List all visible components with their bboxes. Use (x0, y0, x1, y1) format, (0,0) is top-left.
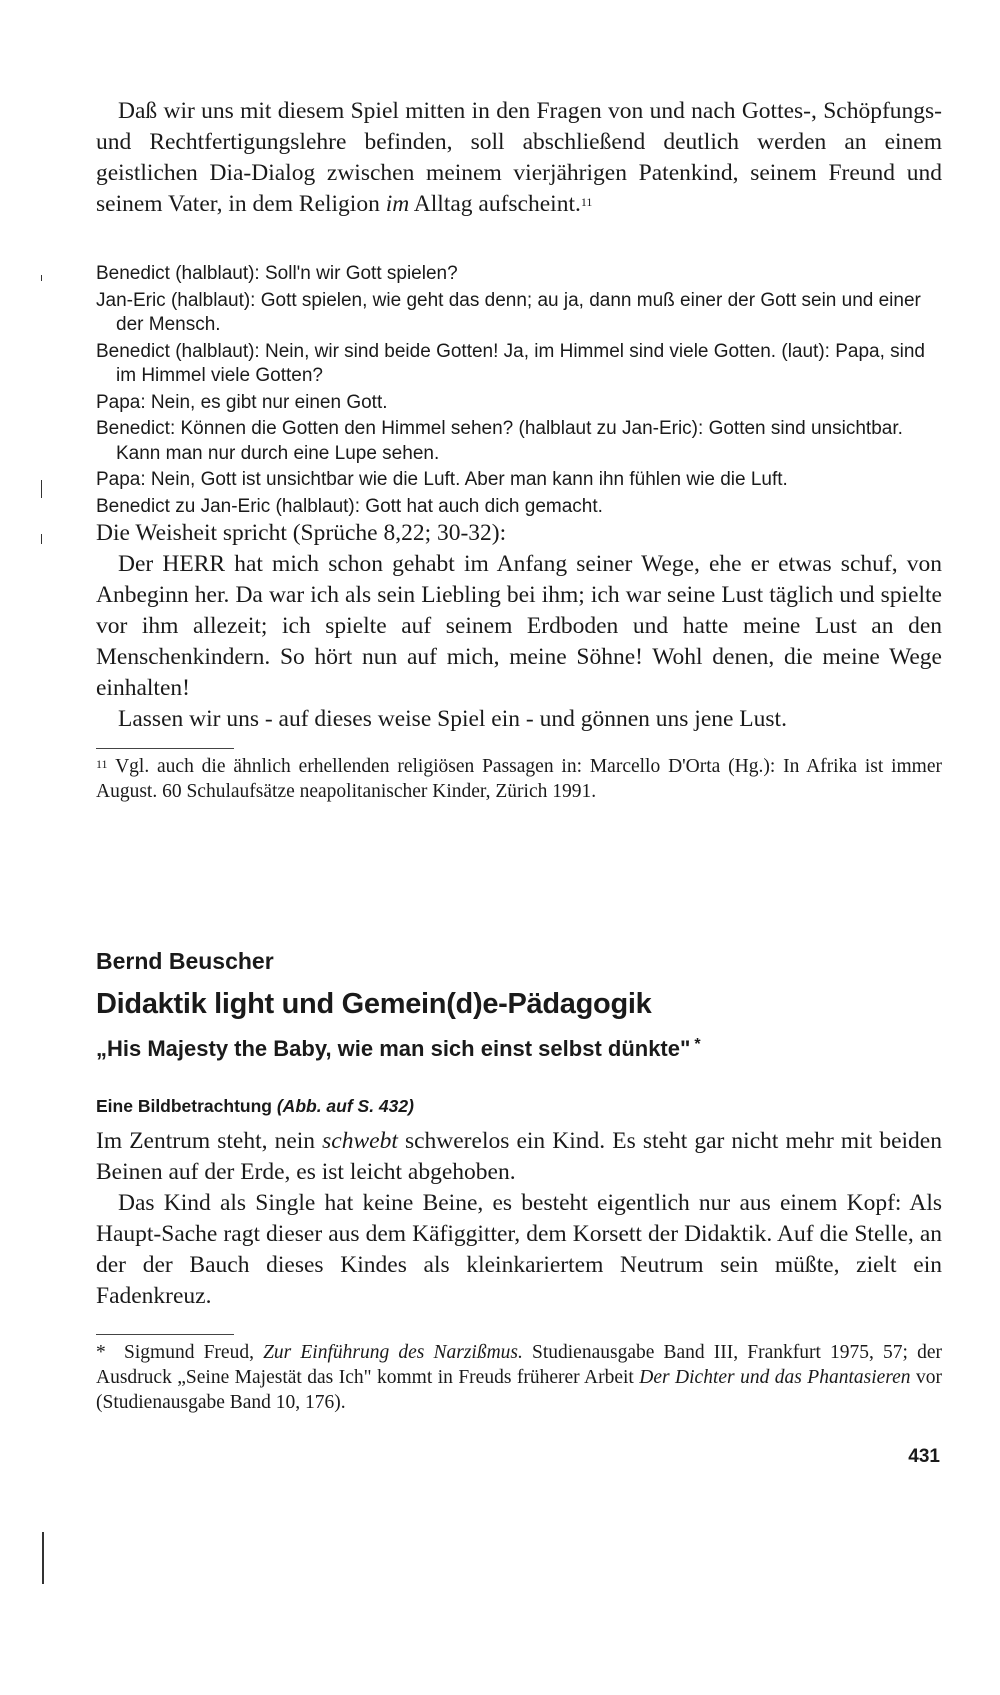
footnote-reference: 11 (580, 195, 593, 209)
subhead-text: Eine Bildbetrachtung (96, 1096, 272, 1116)
quote-intro: Die Weisheit spricht (Sprüche 8,22; 30-32): (96, 520, 507, 546)
closing-sentence: Lassen wir uns - auf dieses weise Spiel ein - und gönnen uns jene Lust. (118, 706, 787, 732)
quote-text: Der HERR hat mich schon gehabt im Anfang seiner Wege, ehe er etwas schuf, von Anbeginn her. Da war ich als sein Liebling bei ihm; ich war seine Lust täglich und spielte vor ihm allezeit; ich spielte auf seinem Erdboden und hatte meine Lust an den Menschenkindern. So hört nun auf mich, meine Söhne! Wohl denen, die meine Wege einhalten! (96, 551, 942, 701)
article-subtitle (96, 1036, 942, 1062)
footnote-text (96, 754, 942, 804)
subhead (96, 1096, 942, 1117)
footnote-body: Vgl. auch die ähnlich erhellenden religiösen Passagen in: Marcello D'Orta (Hg.): In Afrika ist immer August. 60 Schulaufsätze neapolitanischer Kinder, Zürich 1991. (96, 756, 942, 802)
dialogue-line: Papa: Nein, Gott ist unsichtbar wie die Luft. Aber man kann ihn fühlen wie die Luft. (96, 469, 788, 490)
subhead-block (96, 1096, 942, 1117)
footnote-star-marker: * (96, 1342, 106, 1363)
fn-emphasis-1: Zur Einführung des Narzißmus. (263, 1342, 523, 1363)
footnote-marker: 11 (96, 757, 108, 771)
subhead-reference: (Abb. auf S. 432) (276, 1096, 414, 1116)
fn-text-middle: Studienausgabe Band III, Frankfurt 1975, 57; der Ausdruck „Seine Majestät das Ich" kommt in Freuds früherer Arbeit (96, 1342, 943, 1388)
dialogue-line: Benedict (halblaut): Soll'n wir Gott spielen? (96, 263, 458, 284)
subtitle-text: „His Majesty the Baby, wie man sich einst selbst dünkte" (96, 1036, 691, 1061)
dialogue-line: Benedict zu Jan-Eric (halblaut): Gott hat auch dich gemacht. (96, 495, 603, 517)
scan-mark (42, 1532, 44, 1584)
article-subtitle-block (96, 1036, 942, 1062)
para1-emphasis: schwebt (322, 1128, 398, 1154)
dialogue-block (96, 262, 942, 519)
intro-text-end: Alltag aufscheint. (409, 191, 581, 217)
fn-text: Sigmund Freud, (124, 1342, 264, 1363)
footnote-rule (96, 748, 234, 749)
article-paragraph-1 (96, 1126, 942, 1188)
scan-mark (41, 275, 42, 281)
article-title: Didaktik light und Gemein(d)e-Pädagogik (96, 988, 652, 1020)
scan-mark (41, 480, 42, 498)
dialogue-line: Papa: Nein, es gibt nur einen Gott. (96, 391, 388, 413)
intro-paragraph (96, 96, 942, 220)
page-number: 431 (908, 1446, 940, 1467)
scan-mark (41, 534, 42, 544)
dialogue-line: Benedict: Können die Gotten den Himmel sehen? (halblaut zu Jan-Eric): Gotten sind unsichtbar. Kann man nur durch eine Lupe sehen. (96, 418, 903, 464)
para1-text-end: schwerelos ein Kind. Es steht gar nicht mehr mit beiden Beinen auf der Erde, es ist leicht abgehoben. (96, 1128, 942, 1185)
footnote-star (96, 1340, 942, 1415)
dialogue-line: Jan-Eric (halblaut): Gott spielen, wie geht das denn; au ja, dann muß einer der Gott sein und einer der Mensch. (96, 289, 921, 335)
article-title-block (96, 988, 942, 1021)
footnote-star-text (96, 1340, 942, 1415)
quote-block (96, 518, 942, 735)
intro-text: Daß wir uns mit diesem Spiel mitten in den Fragen von und nach Gottes-, Schöpfungs- und Rechtfertigungslehre befinden, soll abschließend deutlich werden an einem geistlichen Dia-Dialog zwischen meinem vierjährigen Patenkind, seinem Freund und seinem Vater, in dem Religion (96, 98, 942, 217)
subtitle-footnote-marker: * (694, 1036, 701, 1053)
fn-emphasis-2: Der Dichter und das Phantasieren (639, 1367, 911, 1388)
para1-text: Im Zentrum steht, nein (96, 1128, 323, 1154)
fn-text-end: vor (Studienausgabe Band 10, 176). (96, 1367, 943, 1413)
footnote-11 (96, 754, 942, 804)
article-paragraph-2: Das Kind als Single hat keine Beine, es besteht eigentlich nur aus einem Kopf: Als Haupt-Sache ragt dieser aus dem Käfiggitter, dem Korsett der Didaktik. Auf die Stelle, an der der Bauch dieses Kindes als kleinkariertem Neutrum sein müßte, zielt ein Fadenkreuz. (96, 1190, 942, 1309)
intro-paragraph-block (96, 96, 942, 220)
footnote-rule-2 (96, 1334, 234, 1335)
dialogue-line: Benedict (halblaut): Nein, wir sind beide Gotten! Ja, im Himmel sind viele Gotten. (laut): Papa, sind im Himmel viele Gotten? (96, 340, 925, 386)
author-name: Bernd Beuscher (96, 948, 274, 974)
article-header (96, 948, 942, 975)
article-body (96, 1126, 942, 1312)
intro-emphasis: im (385, 191, 410, 217)
